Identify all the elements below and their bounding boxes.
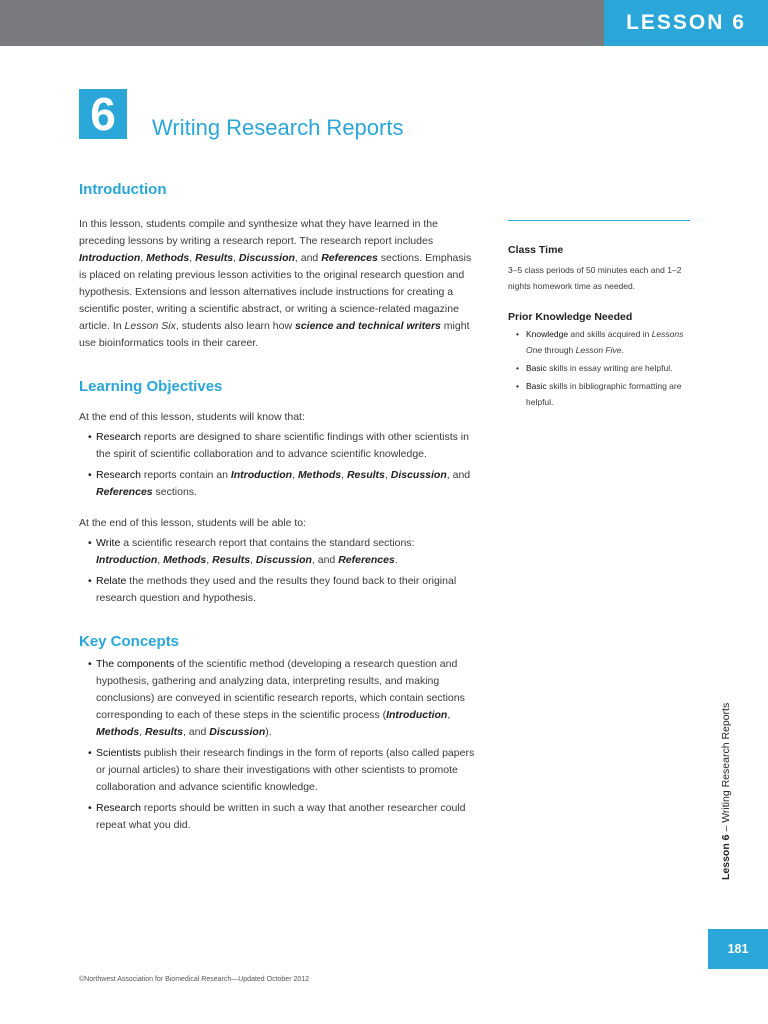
concepts-list (79, 656, 479, 834)
prior-knowledge-heading: Prior Knowledge Needed (508, 311, 633, 323)
class-time-text: 3–5 class periods of 50 minutes each and 1–2 nights homework time as needed. (508, 265, 682, 291)
list-item: • Research reports contain an Introduction, Methods, Results, Discussion, and References sections. (79, 467, 479, 501)
lesson-label: LESSON 6 (604, 0, 768, 46)
objectives-know-list (79, 429, 479, 501)
sidebar (508, 220, 690, 410)
objectives-know-lead: At the end of this lesson, students will know that: (79, 411, 305, 423)
objectives-able-lead: At the end of this lesson, students will be able to: (79, 517, 307, 529)
list-item: • Basic skills in bibliographic formatting are helpful. (508, 378, 690, 410)
footer-copyright: ©Northwest Association for Biomedical Research—Updated October 2012 (79, 976, 310, 983)
list-item: • Research reports are designed to share scientific findings with other scientists in the spirit of scientific collaboration and to advance scientific knowledge. (79, 429, 479, 463)
list-item: • The components of the scientific method (developing a research question and hypothesis, gathering and analyzing data, interpreting results, and making conclusions) are conveyed in scientific research reports, which contain sections corresponding to each of these steps in the scientific process (Introduction, Methods, Results, and Discussion). (79, 656, 479, 741)
objectives-heading: Learning Objectives (79, 378, 223, 395)
list-item: • Write a scientific research report that contains the standard sections: Introduction, Methods, Results, Discussion, and References. (79, 535, 479, 569)
chapter-number: 6 (79, 89, 127, 139)
list-item: • Research reports should be written in such a way that another researcher could repeat what you did. (79, 800, 479, 834)
concepts-heading: Key Concepts (79, 633, 180, 650)
class-time-heading: Class Time (508, 244, 564, 256)
page-number: 181 (708, 929, 768, 969)
list-item: • Knowledge and skills acquired in Lessons One through Lesson Five. (508, 326, 690, 358)
margin-running-title: Lesson 6 – Writing Research Reports (720, 702, 732, 880)
introduction-paragraph: In this lesson, students compile and synthesize what they have learned in the preceding lessons by writing a research report. The research report includes Introduction, Methods, Results, Discussion, and References sections. Emphasis is placed on relating previous lesson activities to the original research question and hypothesis. Extensions and lesson alternatives include instructions for creating a scientific poster, writing a scientific abstract, or writing a science-related magazine article. In Lesson Six, students also learn how science and technical writers might use bioinformatics tools in their career. (79, 218, 472, 349)
list-item: • Basic skills in essay writing are helpful. (508, 360, 690, 376)
sidebar-divider (508, 220, 690, 221)
objectives-able-list (79, 535, 479, 607)
main-column (79, 181, 479, 834)
page-title: Writing Research Reports (152, 115, 404, 140)
prior-knowledge-list (508, 326, 690, 410)
list-item: • Relate the methods they used and the results they found back to their original research question and hypothesis. (79, 573, 479, 607)
list-item: • Scientists publish their research findings in the form of reports (also called papers or journal articles) to share their investigations with other scientists to promote collaboration and advance scientific knowledge. (79, 745, 479, 796)
introduction-heading: Introduction (79, 181, 167, 198)
